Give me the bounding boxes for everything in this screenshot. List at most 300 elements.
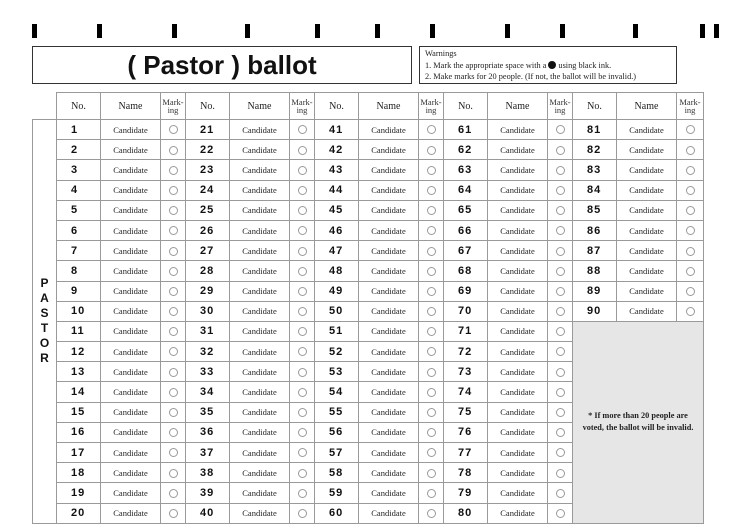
registration-mark bbox=[560, 24, 565, 38]
registration-mark bbox=[172, 24, 177, 38]
marking-cell[interactable] bbox=[419, 180, 444, 200]
marking-circle[interactable] bbox=[556, 267, 565, 276]
marking-cell[interactable] bbox=[677, 120, 704, 140]
marking-circle[interactable] bbox=[169, 489, 178, 498]
marking-circle[interactable] bbox=[427, 347, 436, 356]
marking-circle[interactable] bbox=[298, 226, 307, 235]
marking-circle[interactable] bbox=[169, 247, 178, 256]
candidate-number: 57 bbox=[315, 443, 359, 463]
marking-circle[interactable] bbox=[686, 125, 695, 134]
warning-2: 2. Make marks for 20 people. (If not, the ballot will be invalid.) bbox=[425, 72, 637, 82]
candidate-name: Candidate bbox=[359, 261, 419, 281]
candidate-name: Candidate bbox=[230, 140, 290, 160]
column-header-marking: Mark-ing bbox=[161, 93, 186, 120]
marking-circle[interactable] bbox=[427, 388, 436, 397]
marking-circle[interactable] bbox=[556, 509, 565, 518]
marking-circle[interactable] bbox=[427, 206, 436, 215]
marking-circle[interactable] bbox=[169, 146, 178, 155]
marking-circle[interactable] bbox=[169, 388, 178, 397]
marking-cell[interactable] bbox=[548, 220, 573, 240]
marking-circle[interactable] bbox=[556, 166, 565, 175]
candidate-name: Candidate bbox=[101, 200, 161, 220]
candidate-name: Candidate bbox=[101, 422, 161, 442]
marking-cell[interactable] bbox=[419, 362, 444, 382]
candidate-name: Candidate bbox=[101, 463, 161, 483]
marking-circle[interactable] bbox=[686, 166, 695, 175]
candidate-number: 46 bbox=[315, 220, 359, 240]
marking-cell[interactable] bbox=[290, 342, 315, 362]
marking-cell[interactable] bbox=[290, 503, 315, 523]
marking-cell[interactable] bbox=[290, 241, 315, 261]
marking-circle[interactable] bbox=[686, 267, 695, 276]
marking-cell[interactable] bbox=[548, 200, 573, 220]
marking-cell[interactable] bbox=[419, 422, 444, 442]
marking-circle[interactable] bbox=[686, 186, 695, 195]
candidate-name: Candidate bbox=[359, 483, 419, 503]
marking-circle[interactable] bbox=[427, 307, 436, 316]
candidate-number: 37 bbox=[186, 443, 230, 463]
candidate-name: Candidate bbox=[488, 321, 548, 341]
candidate-name: Candidate bbox=[101, 220, 161, 240]
marking-cell[interactable] bbox=[161, 160, 186, 180]
marking-cell[interactable] bbox=[161, 443, 186, 463]
candidate-name: Candidate bbox=[230, 261, 290, 281]
marking-circle[interactable] bbox=[169, 509, 178, 518]
candidate-name: Candidate bbox=[488, 362, 548, 382]
candidate-name: Candidate bbox=[230, 362, 290, 382]
marking-cell[interactable] bbox=[548, 301, 573, 321]
marking-cell[interactable] bbox=[161, 120, 186, 140]
marking-circle[interactable] bbox=[686, 226, 695, 235]
candidate-name: Candidate bbox=[230, 342, 290, 362]
marking-cell[interactable] bbox=[161, 342, 186, 362]
marking-circle[interactable] bbox=[298, 287, 307, 296]
marking-cell[interactable] bbox=[419, 301, 444, 321]
marking-cell[interactable] bbox=[677, 160, 704, 180]
marking-circle[interactable] bbox=[427, 247, 436, 256]
marking-cell[interactable] bbox=[419, 241, 444, 261]
marking-cell[interactable] bbox=[290, 120, 315, 140]
marking-cell[interactable] bbox=[419, 382, 444, 402]
marking-cell[interactable] bbox=[548, 342, 573, 362]
marking-cell[interactable] bbox=[548, 422, 573, 442]
marking-cell[interactable] bbox=[677, 241, 704, 261]
marking-circle[interactable] bbox=[298, 428, 307, 437]
column-header-marking: Mark-ing bbox=[290, 93, 315, 120]
marking-circle[interactable] bbox=[556, 469, 565, 478]
marking-cell[interactable] bbox=[419, 160, 444, 180]
marking-cell[interactable] bbox=[548, 503, 573, 523]
candidate-number: 83 bbox=[573, 160, 617, 180]
candidate-number: 82 bbox=[573, 140, 617, 160]
marking-cell[interactable] bbox=[161, 241, 186, 261]
marking-cell[interactable] bbox=[161, 180, 186, 200]
marking-circle[interactable] bbox=[298, 388, 307, 397]
marking-cell[interactable] bbox=[419, 463, 444, 483]
marking-circle[interactable] bbox=[298, 509, 307, 518]
marking-circle[interactable] bbox=[298, 368, 307, 377]
marking-circle[interactable] bbox=[298, 247, 307, 256]
marking-cell[interactable] bbox=[419, 483, 444, 503]
marking-cell[interactable] bbox=[677, 200, 704, 220]
marking-cell[interactable] bbox=[548, 261, 573, 281]
marking-circle[interactable] bbox=[427, 267, 436, 276]
candidate-name: Candidate bbox=[617, 120, 677, 140]
marking-circle[interactable] bbox=[169, 368, 178, 377]
marking-cell[interactable] bbox=[677, 261, 704, 281]
candidate-number: 19 bbox=[57, 483, 101, 503]
candidate-name: Candidate bbox=[230, 382, 290, 402]
marking-cell[interactable] bbox=[290, 180, 315, 200]
marking-circle[interactable] bbox=[556, 186, 565, 195]
candidate-name: Candidate bbox=[230, 503, 290, 523]
candidate-number: 35 bbox=[186, 402, 230, 422]
candidate-number: 31 bbox=[186, 321, 230, 341]
ballot-row bbox=[33, 321, 704, 341]
marking-cell[interactable] bbox=[548, 241, 573, 261]
candidate-number: 43 bbox=[315, 160, 359, 180]
candidate-number: 60 bbox=[315, 503, 359, 523]
marking-cell[interactable] bbox=[548, 140, 573, 160]
marking-circle[interactable] bbox=[556, 428, 565, 437]
marking-circle[interactable] bbox=[556, 368, 565, 377]
candidate-name: Candidate bbox=[230, 281, 290, 301]
marking-circle[interactable] bbox=[686, 287, 695, 296]
warnings-box bbox=[419, 46, 677, 84]
marking-cell[interactable] bbox=[548, 483, 573, 503]
marking-circle[interactable] bbox=[298, 327, 307, 336]
candidate-number: 9 bbox=[57, 281, 101, 301]
candidate-name: Candidate bbox=[230, 422, 290, 442]
candidate-name: Candidate bbox=[617, 261, 677, 281]
marking-cell[interactable] bbox=[419, 261, 444, 281]
candidate-number: 52 bbox=[315, 342, 359, 362]
candidate-number: 15 bbox=[57, 402, 101, 422]
marking-circle[interactable] bbox=[298, 166, 307, 175]
candidate-name: Candidate bbox=[359, 342, 419, 362]
candidate-name: Candidate bbox=[101, 281, 161, 301]
candidate-number: 73 bbox=[444, 362, 488, 382]
marking-cell[interactable] bbox=[419, 220, 444, 240]
ballot-row bbox=[33, 301, 704, 321]
column-header-no: No. bbox=[444, 93, 488, 120]
candidate-number: 51 bbox=[315, 321, 359, 341]
candidate-number: 16 bbox=[57, 422, 101, 442]
marking-cell[interactable] bbox=[419, 503, 444, 523]
registration-mark bbox=[245, 24, 250, 38]
marking-circle[interactable] bbox=[556, 408, 565, 417]
candidate-name: Candidate bbox=[101, 402, 161, 422]
candidate-number: 1 bbox=[57, 120, 101, 140]
candidate-number: 5 bbox=[57, 200, 101, 220]
marking-cell[interactable] bbox=[548, 443, 573, 463]
marking-circle[interactable] bbox=[298, 489, 307, 498]
candidate-number: 18 bbox=[57, 463, 101, 483]
marking-circle[interactable] bbox=[298, 206, 307, 215]
marking-circle[interactable] bbox=[169, 469, 178, 478]
marking-circle[interactable] bbox=[298, 125, 307, 134]
candidate-name: Candidate bbox=[230, 402, 290, 422]
header-spacer bbox=[33, 93, 57, 120]
candidate-name: Candidate bbox=[359, 160, 419, 180]
candidate-name: Candidate bbox=[101, 362, 161, 382]
marking-circle[interactable] bbox=[427, 448, 436, 457]
marking-circle[interactable] bbox=[427, 125, 436, 134]
candidate-name: Candidate bbox=[359, 281, 419, 301]
marking-cell[interactable] bbox=[161, 261, 186, 281]
marking-circle[interactable] bbox=[298, 146, 307, 155]
marking-cell[interactable] bbox=[161, 402, 186, 422]
candidate-number: 4 bbox=[57, 180, 101, 200]
candidate-name: Candidate bbox=[488, 281, 548, 301]
marking-cell[interactable] bbox=[419, 120, 444, 140]
marking-circle[interactable] bbox=[556, 489, 565, 498]
ballot-row bbox=[33, 200, 704, 220]
ballot-row bbox=[33, 180, 704, 200]
marking-cell[interactable] bbox=[290, 483, 315, 503]
marking-cell[interactable] bbox=[290, 140, 315, 160]
marking-circle[interactable] bbox=[556, 347, 565, 356]
marking-circle[interactable] bbox=[169, 226, 178, 235]
candidate-name: Candidate bbox=[488, 220, 548, 240]
marking-cell[interactable] bbox=[677, 301, 704, 321]
marking-circle[interactable] bbox=[556, 287, 565, 296]
marking-circle[interactable] bbox=[298, 186, 307, 195]
registration-mark bbox=[714, 24, 719, 38]
candidate-number: 63 bbox=[444, 160, 488, 180]
ballot-row bbox=[33, 281, 704, 301]
marking-cell[interactable] bbox=[290, 160, 315, 180]
marking-cell[interactable] bbox=[548, 120, 573, 140]
marking-cell[interactable] bbox=[290, 200, 315, 220]
candidate-name: Candidate bbox=[101, 342, 161, 362]
marking-circle[interactable] bbox=[169, 206, 178, 215]
candidate-number: 68 bbox=[444, 261, 488, 281]
candidate-number: 90 bbox=[573, 301, 617, 321]
marking-circle[interactable] bbox=[556, 448, 565, 457]
candidate-name: Candidate bbox=[359, 220, 419, 240]
warning-1: 1. Mark the appropriate space with a using black ink. bbox=[425, 60, 612, 70]
candidate-name: Candidate bbox=[488, 463, 548, 483]
column-header-no: No. bbox=[315, 93, 359, 120]
candidate-number: 74 bbox=[444, 382, 488, 402]
marking-cell[interactable] bbox=[677, 220, 704, 240]
marking-circle[interactable] bbox=[427, 186, 436, 195]
candidate-number: 36 bbox=[186, 422, 230, 442]
candidate-name: Candidate bbox=[101, 382, 161, 402]
marking-circle[interactable] bbox=[169, 408, 178, 417]
marking-cell[interactable] bbox=[290, 321, 315, 341]
column-header-name: Name bbox=[617, 93, 677, 120]
candidate-number: 89 bbox=[573, 281, 617, 301]
candidate-name: Candidate bbox=[617, 160, 677, 180]
registration-mark bbox=[430, 24, 435, 38]
marking-cell[interactable] bbox=[161, 483, 186, 503]
candidate-number: 88 bbox=[573, 261, 617, 281]
registration-mark bbox=[375, 24, 380, 38]
candidate-name: Candidate bbox=[617, 301, 677, 321]
marking-circle[interactable] bbox=[686, 206, 695, 215]
marking-cell[interactable] bbox=[161, 140, 186, 160]
column-header-marking: Mark-ing bbox=[548, 93, 573, 120]
marking-cell[interactable] bbox=[677, 140, 704, 160]
marking-cell[interactable] bbox=[419, 281, 444, 301]
candidate-name: Candidate bbox=[488, 140, 548, 160]
marking-circle[interactable] bbox=[427, 327, 436, 336]
marking-cell[interactable] bbox=[548, 402, 573, 422]
marking-circle[interactable] bbox=[169, 125, 178, 134]
candidate-number: 47 bbox=[315, 241, 359, 261]
marking-cell[interactable] bbox=[419, 200, 444, 220]
candidate-number: 86 bbox=[573, 220, 617, 240]
marking-circle[interactable] bbox=[556, 247, 565, 256]
marking-cell[interactable] bbox=[161, 463, 186, 483]
marking-circle[interactable] bbox=[556, 307, 565, 316]
marking-cell[interactable] bbox=[161, 422, 186, 442]
registration-marks bbox=[0, 0, 750, 40]
candidate-number: 34 bbox=[186, 382, 230, 402]
marking-circle[interactable] bbox=[298, 469, 307, 478]
marking-circle[interactable] bbox=[686, 247, 695, 256]
candidate-number: 29 bbox=[186, 281, 230, 301]
marking-circle[interactable] bbox=[169, 347, 178, 356]
candidate-number: 32 bbox=[186, 342, 230, 362]
marking-circle[interactable] bbox=[427, 146, 436, 155]
marking-circle[interactable] bbox=[427, 489, 436, 498]
marking-circle[interactable] bbox=[169, 166, 178, 175]
marking-circle[interactable] bbox=[169, 287, 178, 296]
candidate-number: 64 bbox=[444, 180, 488, 200]
marking-cell[interactable] bbox=[419, 342, 444, 362]
marking-circle[interactable] bbox=[298, 307, 307, 316]
marking-cell[interactable] bbox=[419, 321, 444, 341]
marking-cell[interactable] bbox=[161, 301, 186, 321]
marking-cell[interactable] bbox=[677, 281, 704, 301]
marking-circle[interactable] bbox=[556, 125, 565, 134]
candidate-number: 71 bbox=[444, 321, 488, 341]
marking-cell[interactable] bbox=[419, 443, 444, 463]
marking-circle[interactable] bbox=[427, 226, 436, 235]
marking-circle[interactable] bbox=[169, 448, 178, 457]
candidate-number: 58 bbox=[315, 463, 359, 483]
marking-cell[interactable] bbox=[161, 503, 186, 523]
marking-circle[interactable] bbox=[427, 408, 436, 417]
marking-cell[interactable] bbox=[548, 321, 573, 341]
column-header-no: No. bbox=[573, 93, 617, 120]
marking-cell[interactable] bbox=[548, 382, 573, 402]
candidate-name: Candidate bbox=[359, 140, 419, 160]
marking-circle[interactable] bbox=[556, 327, 565, 336]
column-header-name: Name bbox=[230, 93, 290, 120]
column-header-no: No. bbox=[57, 93, 101, 120]
marking-circle[interactable] bbox=[556, 206, 565, 215]
candidate-name: Candidate bbox=[488, 261, 548, 281]
marking-cell[interactable] bbox=[290, 463, 315, 483]
marking-circle[interactable] bbox=[427, 166, 436, 175]
marking-circle[interactable] bbox=[427, 428, 436, 437]
marking-cell[interactable] bbox=[161, 362, 186, 382]
candidate-name: Candidate bbox=[359, 443, 419, 463]
candidate-name: Candidate bbox=[101, 321, 161, 341]
marking-cell[interactable] bbox=[548, 160, 573, 180]
candidate-number: 66 bbox=[444, 220, 488, 240]
marking-cell[interactable] bbox=[290, 281, 315, 301]
marking-circle[interactable] bbox=[686, 307, 695, 316]
marking-cell[interactable] bbox=[290, 443, 315, 463]
candidate-number: 56 bbox=[315, 422, 359, 442]
candidate-name: Candidate bbox=[101, 301, 161, 321]
candidate-name: Candidate bbox=[230, 443, 290, 463]
marking-cell[interactable] bbox=[161, 281, 186, 301]
candidate-name: Candidate bbox=[230, 220, 290, 240]
marking-cell[interactable] bbox=[290, 362, 315, 382]
marking-cell[interactable] bbox=[548, 180, 573, 200]
registration-mark bbox=[97, 24, 102, 38]
marking-cell[interactable] bbox=[548, 463, 573, 483]
candidate-name: Candidate bbox=[359, 503, 419, 523]
candidate-number: 3 bbox=[57, 160, 101, 180]
marking-cell[interactable] bbox=[161, 200, 186, 220]
marking-cell[interactable] bbox=[290, 261, 315, 281]
marking-circle[interactable] bbox=[298, 267, 307, 276]
marking-circle[interactable] bbox=[298, 408, 307, 417]
marking-cell[interactable] bbox=[161, 220, 186, 240]
marking-circle[interactable] bbox=[556, 226, 565, 235]
candidate-number: 23 bbox=[186, 160, 230, 180]
candidate-number: 78 bbox=[444, 463, 488, 483]
candidate-name: Candidate bbox=[488, 382, 548, 402]
invalid-ballot-note: * If more than 20 people are voted, the ballot will be invalid. bbox=[573, 321, 704, 523]
candidate-name: Candidate bbox=[617, 220, 677, 240]
marking-cell[interactable] bbox=[419, 402, 444, 422]
marking-cell[interactable] bbox=[161, 382, 186, 402]
candidate-number: 80 bbox=[444, 503, 488, 523]
marking-circle[interactable] bbox=[169, 428, 178, 437]
marking-cell[interactable] bbox=[677, 180, 704, 200]
marking-circle[interactable] bbox=[427, 469, 436, 478]
candidate-number: 54 bbox=[315, 382, 359, 402]
marking-cell[interactable] bbox=[548, 281, 573, 301]
marking-circle[interactable] bbox=[298, 347, 307, 356]
candidate-name: Candidate bbox=[359, 362, 419, 382]
marking-circle[interactable] bbox=[427, 287, 436, 296]
marking-cell[interactable] bbox=[419, 140, 444, 160]
ballot-row bbox=[33, 120, 704, 140]
marking-cell[interactable] bbox=[290, 422, 315, 442]
marking-circle[interactable] bbox=[556, 146, 565, 155]
marking-circle[interactable] bbox=[169, 186, 178, 195]
marking-circle[interactable] bbox=[298, 448, 307, 457]
candidate-number: 22 bbox=[186, 140, 230, 160]
candidate-name: Candidate bbox=[359, 120, 419, 140]
marking-circle[interactable] bbox=[427, 368, 436, 377]
marking-circle[interactable] bbox=[169, 307, 178, 316]
marking-cell[interactable] bbox=[548, 362, 573, 382]
marking-circle[interactable] bbox=[427, 509, 436, 518]
marking-circle[interactable] bbox=[169, 327, 178, 336]
marking-circle[interactable] bbox=[169, 267, 178, 276]
candidate-name: Candidate bbox=[359, 200, 419, 220]
marking-cell[interactable] bbox=[161, 321, 186, 341]
marking-circle[interactable] bbox=[686, 146, 695, 155]
marking-cell[interactable] bbox=[290, 301, 315, 321]
marking-cell[interactable] bbox=[290, 220, 315, 240]
candidate-name: Candidate bbox=[488, 241, 548, 261]
candidate-name: Candidate bbox=[359, 241, 419, 261]
marking-cell[interactable] bbox=[290, 402, 315, 422]
marking-cell[interactable] bbox=[290, 382, 315, 402]
marking-circle[interactable] bbox=[556, 388, 565, 397]
